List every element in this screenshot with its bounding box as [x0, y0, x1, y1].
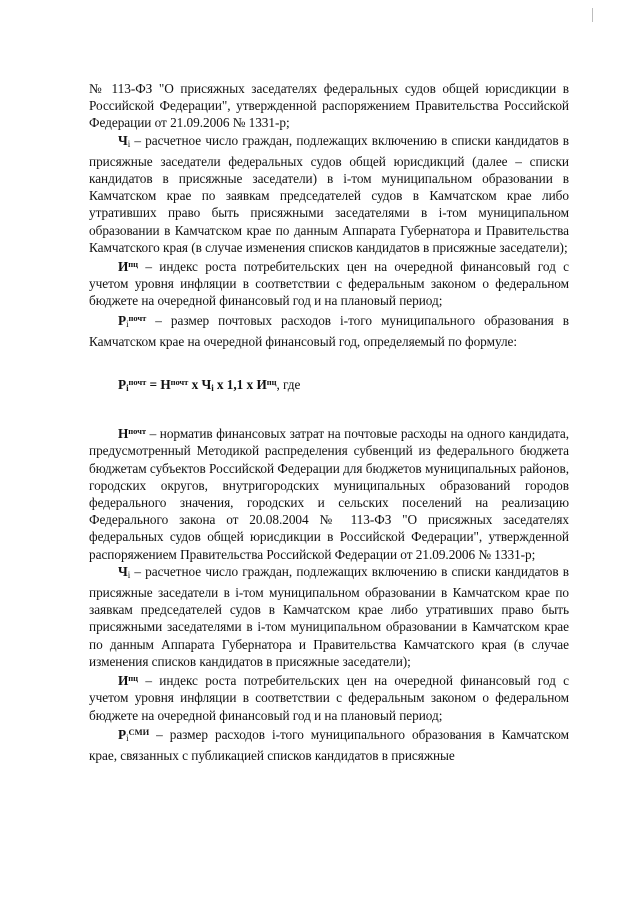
paragraph-text: – индекс роста потребительских цен на очередной финансовый год с учетом уровня инфляции в соответствии с федеральным законом о федеральном бюджете на очередной финансовый год и на плановый период; [89, 259, 569, 309]
formula-superscript: пц [266, 377, 277, 388]
formula-symbol: Н [160, 377, 171, 393]
scan-mark [592, 8, 593, 22]
paragraph-legal-reference [89, 80, 569, 132]
symbol-subscript: i [127, 138, 131, 149]
formula-symbol: Ч [201, 377, 212, 393]
formula-operator: х [243, 377, 257, 393]
formula-operator: х [213, 377, 227, 393]
symbol-subscript: i [127, 569, 131, 580]
formula-symbol: Р [118, 377, 127, 393]
paragraph-definition-citizens [89, 132, 569, 256]
paragraph-text: № 113-ФЗ "О присяжных заседателях федеральных судов общей юрисдикции в Российской Федерации", утвержденной распоряжением Правительства Российской Федерации от 21.09.2006 № 1331-р; [89, 81, 569, 131]
symbol-superscript: почт [128, 426, 146, 437]
paragraph-definition-citizens-2 [89, 563, 569, 670]
formula-symbol: И [256, 377, 267, 393]
symbol: Р [118, 312, 127, 328]
symbol: Ч [118, 563, 128, 579]
symbol-superscript: пц [128, 259, 138, 270]
paragraph-text: – расчетное число граждан, подлежащих включению в списки кандидатов в присяжные заседатели в i-том муниципальном образовании в Камчатском крае по заявкам председателей судов в Камчатском крае либо утративших право быть присяжными заседателями в i-том муниципальном образовании в Камчатском крае по данным Аппарата Губернатора и Правительства Камчатского края (в случае изменения списков кандидатов в присяжные заседатели); [89, 563, 569, 669]
formula-coefficient: 1,1 [226, 377, 244, 393]
symbol-superscript: почт [128, 312, 147, 323]
document-body [89, 80, 569, 764]
formula-subscript: i [211, 383, 214, 394]
symbol: И [118, 259, 129, 275]
paragraph-text: – норматив финансовых затрат на почтовые расходы на одного кандидата, предусмотренный Методикой распределения субвенций из федерального бюджета бюджетам субъектов Российской Федерации для бюджетов муниципальных районов, городских округов, внутригородских муниципальных образований городов федерального значения, городских и сельских поселений на реализацию Федерального закона от 20.08.2004 № 113-ФЗ "О присяжных заседателях федеральных судов общей юрисдикции в Российской Федерации", утвержденной распоряжением Правительства Российской Федерации от 21.09.2006 № 1331-р; [89, 426, 569, 562]
symbol-superscript: СМИ [128, 726, 150, 737]
formula-operator: = [146, 377, 161, 393]
paragraph-text: – размер расходов i-того муниципального образования в Камчатском крае, связанных с публикацией списков кандидатов в присяжные [89, 726, 569, 763]
symbol: Н [118, 426, 129, 442]
formula-superscript: почт [170, 377, 189, 388]
paragraph-definition-media-costs [89, 724, 569, 764]
paragraph-definition-postal-costs [89, 310, 569, 350]
symbol: Ч [118, 132, 128, 148]
paragraph-definition-price-index [89, 256, 569, 310]
formula-operator: х [188, 377, 202, 393]
formula-superscript: почт [128, 377, 147, 388]
symbol: И [118, 673, 129, 689]
formula-tail: , где [276, 377, 301, 393]
symbol: Р [118, 726, 127, 742]
symbol-subscript: i [126, 732, 129, 743]
formula-postal-costs [118, 374, 569, 397]
paragraph-text: – размер почтовых расходов i-того муниципального образования в Камчатском крае на очередной финансовый год, определяемый по формуле: [89, 312, 569, 349]
paragraph-definition-price-index-2 [89, 670, 569, 724]
paragraph-definition-postal-norm [89, 423, 569, 563]
symbol-subscript: i [126, 318, 129, 329]
paragraph-text: – расчетное число граждан, подлежащих включению в списки кандидатов в присяжные заседатели федеральных судов общей юрисдикций (далее – списки кандидатов в присяжные заседатели) в i-том муниципальном образовании в Камчатском крае по заявкам председателей судов в Камчатском крае либо утративших право быть присяжными заседателями в i-том муниципальном образовании в Камчатском крае по данным Аппарата Губернатора и Правительства Камчатского края (в случае изменения списков кандидатов в присяжные заседатели); [89, 132, 569, 255]
symbol-superscript: пц [128, 673, 138, 684]
paragraph-text: – индекс роста потребительских цен на очередной финансовый год с учетом уровня инфляции в соответствии с федеральным законом о федеральном бюджете на очередной финансовый год и на плановый период; [89, 673, 569, 723]
formula-subscript: i [126, 383, 129, 394]
